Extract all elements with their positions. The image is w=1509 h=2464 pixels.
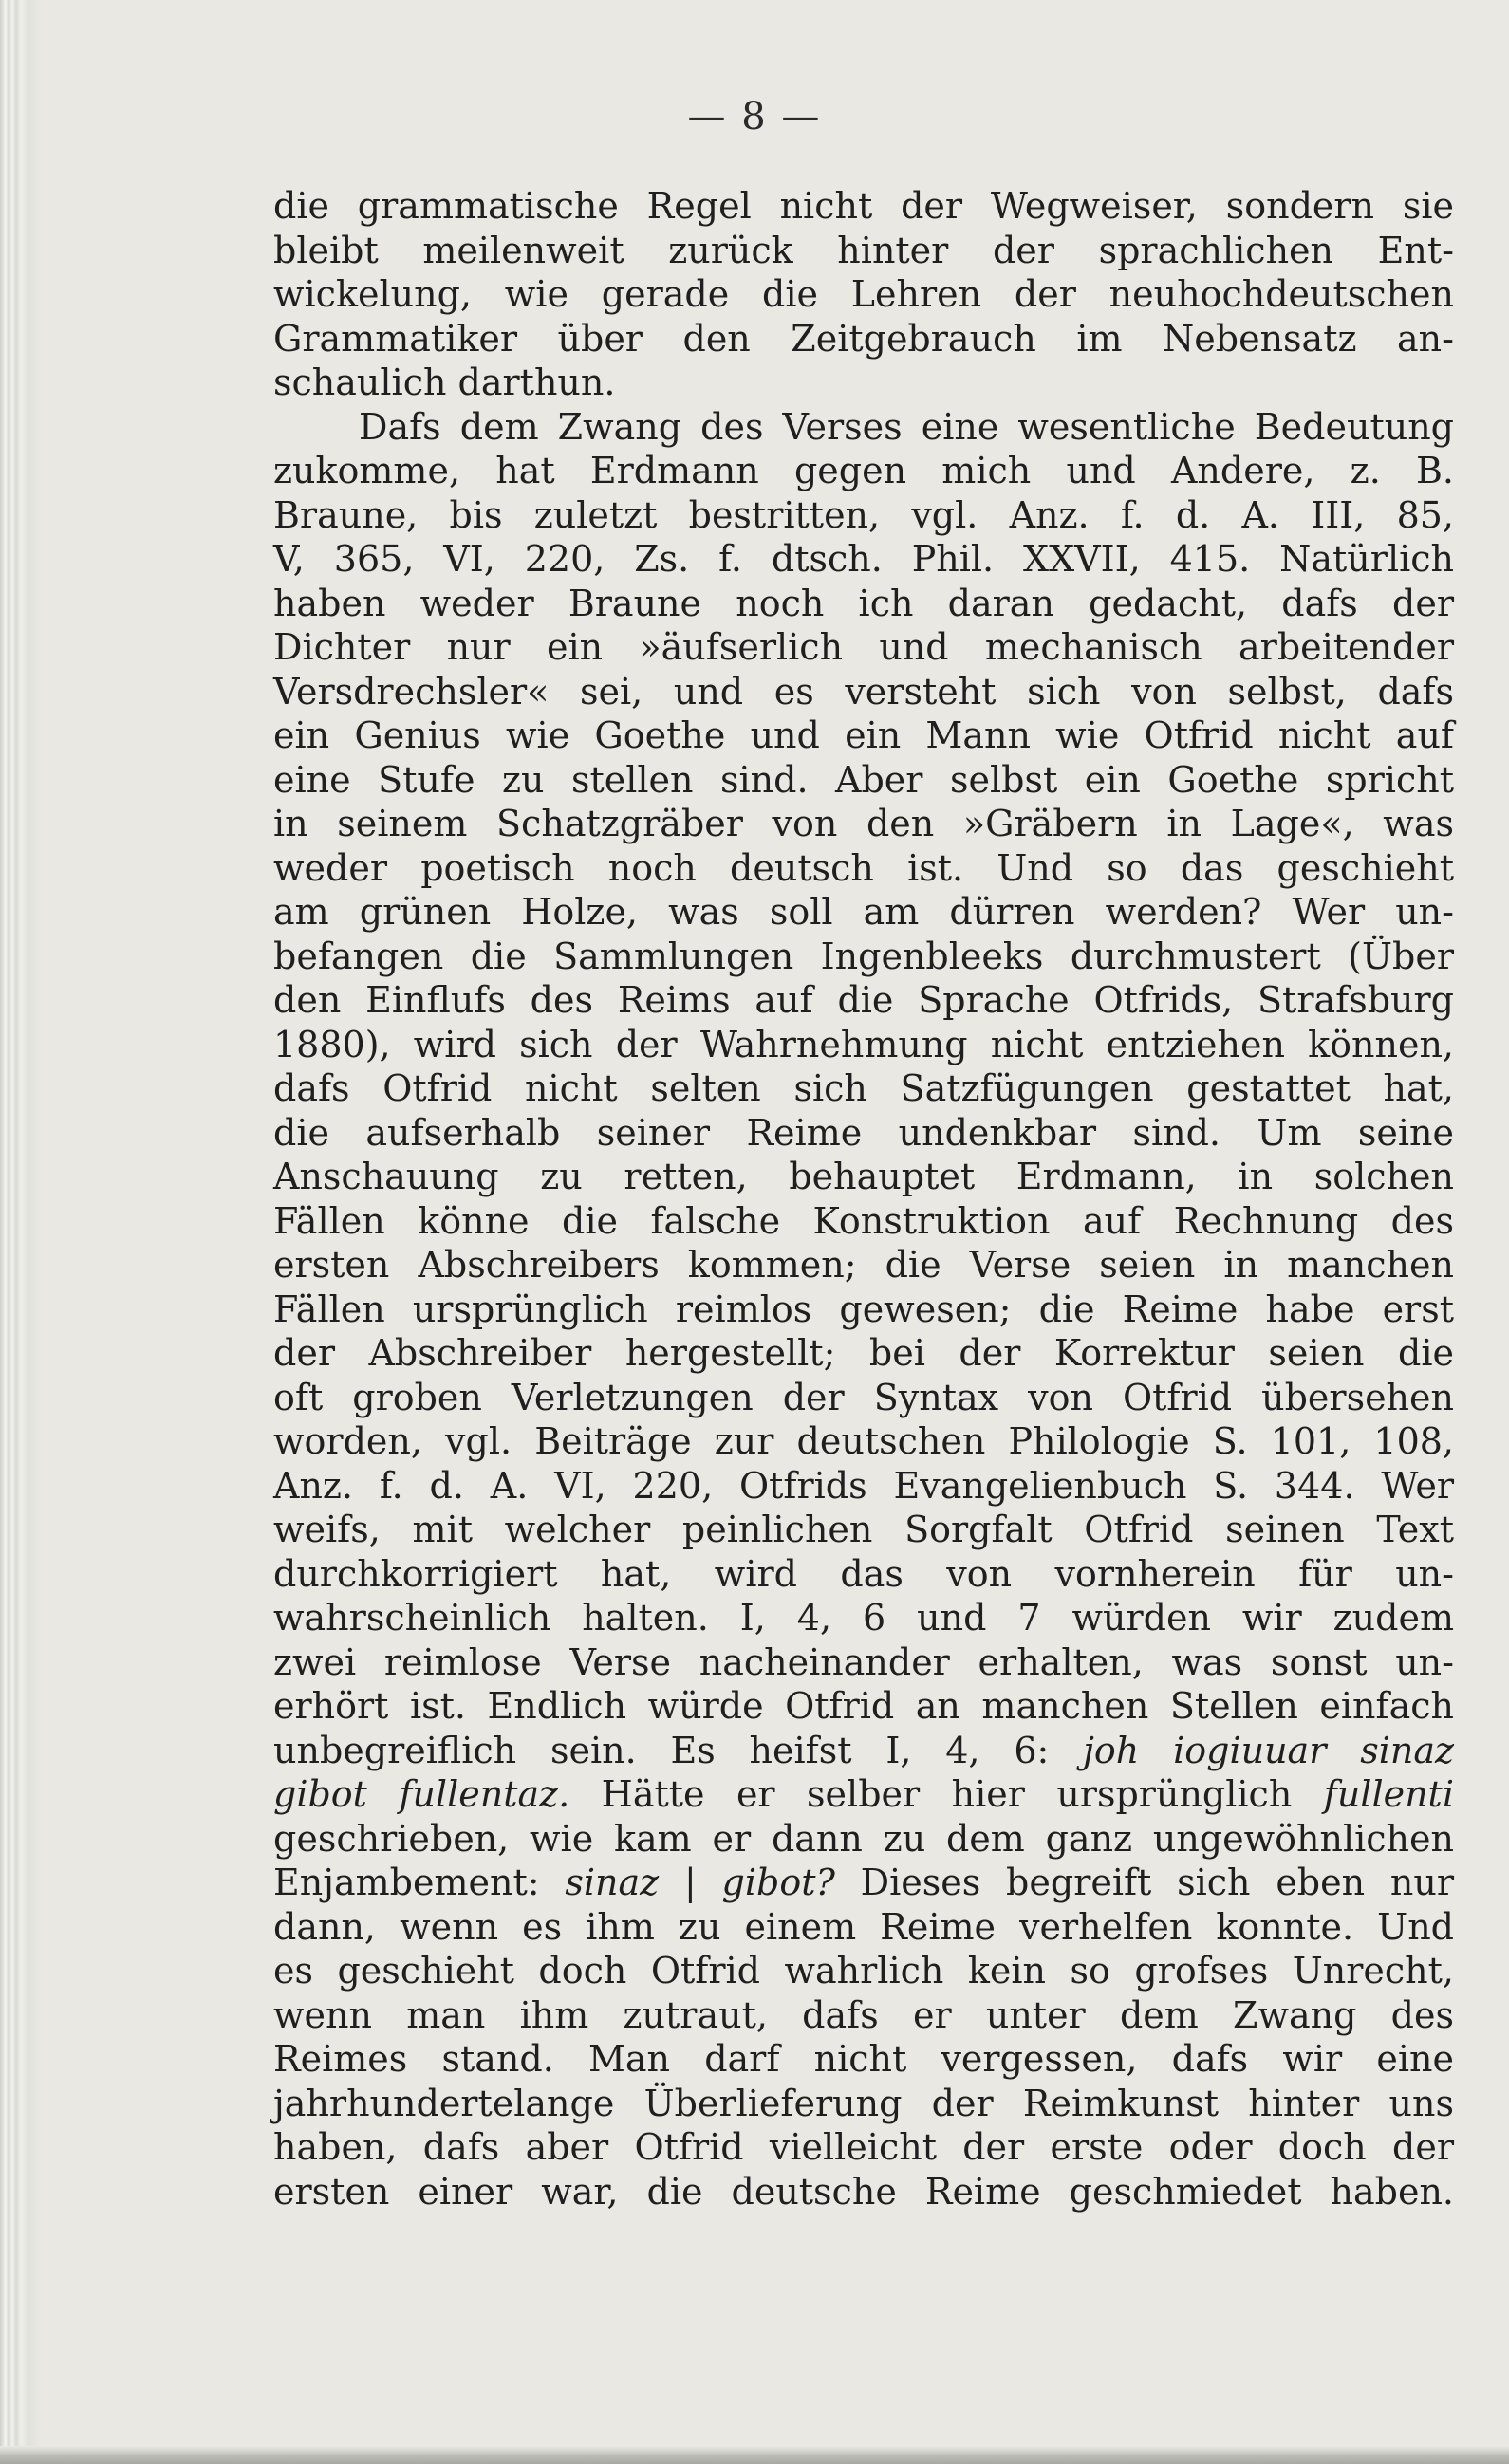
text-line: eine Stufe zu stellen sind. Aber selbst ein Goethe spricht	[273, 758, 1454, 801]
text-line: Reimes stand. Man darf nicht vergessen, dafs wir eine	[273, 2038, 1454, 2080]
text-line: Braune, bis zuletzt bestritten, vgl. Anz. f. d. A. III, 85,	[273, 493, 1454, 536]
text-line: Anschauung zu retten, behauptet Erdmann, in solchen	[273, 1156, 1454, 1197]
text-line: dann, wenn es ihm zu einem Reime verhelfen konnte. Und	[273, 1905, 1454, 1948]
text-line: Versdrechsler« sei, und es versteht sich von selbst, dafs	[273, 670, 1454, 713]
text-line	[273, 1729, 1454, 1773]
text-line: Fällen könne die falsche Konstruktion auf Rechnung des	[273, 1199, 1454, 1242]
text-line: bleibt meilenweit zurück hinter der sprachlichen Ent-	[273, 229, 1454, 271]
text-line: dafs Otfrid nicht selten sich Satzfügungen gestattet hat,	[273, 1067, 1454, 1109]
text-line: weder poetisch noch deutsch ist. Und so das geschieht	[273, 846, 1454, 889]
text-line: am grünen Holze, was soll am dürren werden? Wer un-	[273, 891, 1454, 933]
italic-quotation: sinaz | gibot?	[565, 1862, 835, 1903]
text-line: den Einflufs des Reims auf die Sprache Otfrids, Strafsburg	[273, 979, 1454, 1021]
page-bottom-edge	[0, 2446, 1509, 2464]
text-line: Fällen ursprünglich reimlos gewesen; die Reime habe erst	[273, 1288, 1454, 1330]
text-line: erhört ist. Endlich würde Otfrid an manchen Stellen einfach	[273, 1685, 1454, 1727]
text-line: ersten einer war, die deutsche Reime geschmiedet haben.	[273, 2170, 1454, 2213]
text-line	[273, 1772, 1454, 1817]
italic-quotation: gibot fullentaz.	[273, 1773, 570, 1815]
text-line: ersten Abschreibers kommen; die Verse seien in manchen	[273, 1244, 1454, 1286]
text-line: befangen die Sammlungen Ingenbleeks durchmustert (Über	[273, 935, 1454, 977]
text-line: weifs, mit welcher peinlichen Sorgfalt Otfrid seinen Text	[273, 1509, 1454, 1550]
text-line: worden, vgl. Beiträge zur deutschen Philologie S. 101, 108,	[273, 1420, 1454, 1462]
text-line: wenn man ihm zutraut, dafs er unter dem Zwang des	[273, 1993, 1454, 2036]
text-line: die grammatische Regel nicht der Wegweiser, sondern sie	[273, 185, 1454, 227]
text-line: die aufserhalb seiner Reime undenkbar sind. Um seine	[273, 1111, 1454, 1154]
text-line: schaulich darthun.	[273, 361, 616, 403]
text-line: haben weder Braune noch ich daran gedacht, dafs der	[273, 582, 1454, 624]
text-line: es geschieht doch Otfrid wahrlich kein so grofses Unrecht,	[273, 1950, 1454, 1992]
italic-quotation: fullenti	[1323, 1773, 1454, 1815]
text-line: haben, dafs aber Otfrid vielleicht der erste oder doch der	[273, 2126, 1454, 2168]
text-line: V, 365, VI, 220, Zs. f. dtsch. Phil. XXVII, 415. Natürlich	[273, 538, 1454, 580]
text-line: geschrieben, wie kam er dann zu dem ganz ungewöhnlichen	[273, 1817, 1454, 1860]
text-line: jahrhundertelange Überlieferung der Reimkunst hinter uns	[273, 2082, 1454, 2124]
text-line: zukomme, hat Erdmann gegen mich und Andere, z. B.	[273, 450, 1454, 491]
text-line: wahrscheinlich halten. I, 4, 6 und 7 würden wir zudem	[273, 1597, 1454, 1639]
text-line: ein Genius wie Goethe und ein Mann wie Otfrid nicht auf	[273, 714, 1454, 756]
page-binding-edge	[0, 0, 40, 2464]
body-text	[273, 184, 1454, 2214]
text-line: Anz. f. d. A. VI, 220, Otfrids Evangelienbuch S. 344. Wer	[273, 1464, 1454, 1507]
text-line: Dichter nur ein »äufserlich und mechanisch arbeitender	[273, 626, 1454, 668]
page-number: — 8 —	[687, 95, 822, 139]
italic-quotation: joh iogiuuar sinaz	[1083, 1729, 1455, 1771]
text-line	[273, 1861, 1454, 1905]
text-segment: Enjambement:	[273, 1862, 566, 1903]
text-line: Dafs dem Zwang des Verses eine wesentliche Bedeutung	[359, 405, 1454, 448]
text-line: 1880), wird sich der Wahrnehmung nicht entziehen können,	[273, 1023, 1454, 1065]
text-line: Grammatiker über den Zeitgebrauch im Nebensatz an-	[273, 317, 1454, 360]
text-line: wickelung, wie gerade die Lehren der neuhochdeutschen	[273, 273, 1454, 315]
text-line: durchkorrigiert hat, wird das von vornherein für un-	[273, 1552, 1454, 1595]
text-line: oft groben Verletzungen der Syntax von Otfrid übersehen	[273, 1376, 1454, 1418]
text-segment: unbegreiflich sein. Es heifst I, 4, 6:	[273, 1729, 1084, 1771]
text-segment: Dieses begreift sich eben nur	[834, 1862, 1454, 1903]
text-line: zwei reimlose Verse nacheinander erhalten, was sonst un-	[273, 1640, 1454, 1683]
text-line: der Abschreiber hergestellt; bei der Korrektur seien die	[273, 1332, 1454, 1374]
text-line: in seinem Schatzgräber von den »Gräbern in Lage«, was	[273, 803, 1454, 844]
text-segment: Hätte er selber hier ursprünglich	[569, 1773, 1324, 1815]
